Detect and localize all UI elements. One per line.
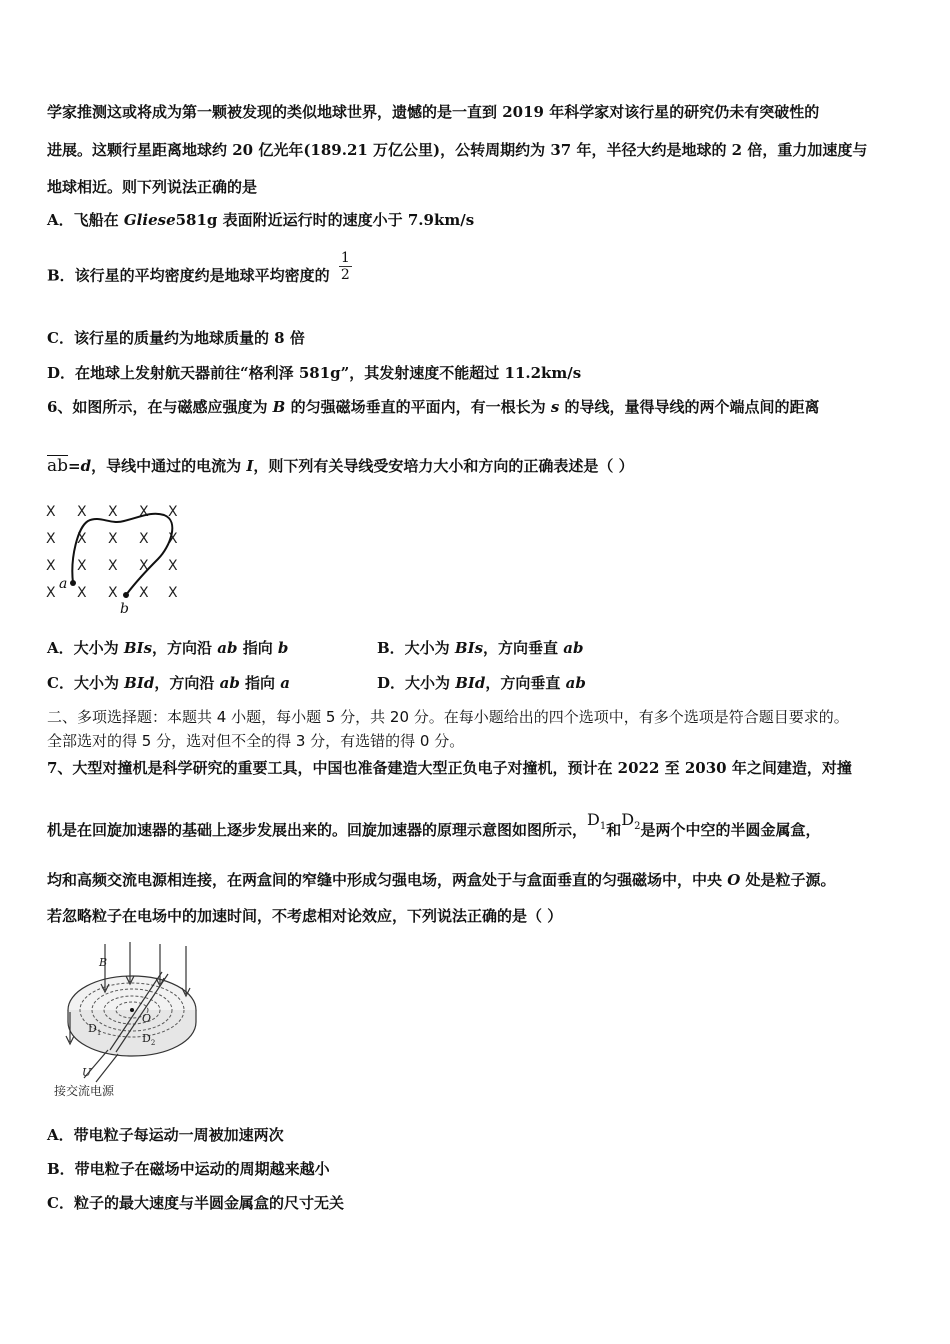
field-x-mark: X [46,531,56,547]
q7-stem-line2: 机是在回旋加速器的基础上逐步发展出来的。回旋加速器的原理示意图如图所示，$D_1$和$D_2$是两个中空的半圆金属盒， [47,810,821,839]
field-x-mark: X [46,504,56,520]
label-b: b [120,601,129,617]
field-x-mark: X [46,558,56,574]
endpoint-b [123,592,129,598]
q6-option-d: D．大小为 BId，方向垂直 ab [377,674,586,692]
label-U: U [82,1066,92,1079]
field-x-mark: X [139,504,149,520]
field-x-mark: X [108,585,118,601]
field-x-mark: X [77,531,87,547]
para1-line2: 进展。这颗行星距离地球约 20 亿光年(189.21 万亿公里)，公转周期约为 37 年，半径大约是地球的 2 倍，重力加速度与 [47,141,868,159]
q7-option-c: C．粒子的最大速度与半圆金属盒的尺寸无关 [47,1194,344,1212]
q7-option-b: B．带电粒子在磁场中运动的周期越来越小 [47,1160,330,1178]
q6-stem-line2: $\overline{ab}=d$，导线中通过的电流为 I，则下列有关导线受安培力大小和方向的正确表述是（ ） [47,456,634,476]
lead-wire [96,1054,118,1082]
field-x-mark: X [139,558,149,574]
q7-stem-line4: 若忽略粒子在电场中的加速时间，不考虑相对论效应，下列说法正确的是（ ） [47,907,563,925]
label-a: a [59,576,68,592]
cyclotron-figure [50,942,210,1104]
field-x-mark: X [108,504,118,520]
field-x-mark: X [46,585,56,601]
field-x-mark: X [168,531,178,547]
q5-option-d: D．在地球上发射航天器前往“格利泽 581g”，其发射速度不能超过 11.2km/s [47,364,582,382]
q6-option-b: B．大小为 BIs，方向垂直 ab [377,639,584,657]
field-x-mark: X [139,531,149,547]
para1-line3: 地球相近。则下列说法正确的是 [47,178,258,196]
q7-option-a: A．带电粒子每运动一周被加速两次 [47,1126,284,1144]
endpoint-a [70,580,76,586]
label-D2: $D_2$ [142,1032,156,1047]
field-x-mark: X [108,531,118,547]
q6-option-c: C．大小为 BId，方向沿 ab 指向 a [47,674,290,692]
field-x-mark: X [139,585,149,601]
q5-option-c: C．该行星的质量约为地球质量的 8 倍 [47,329,305,347]
q5-option-b: B．该行星的平均密度约是地球平均密度的 $\frac{1}{2}$ [47,250,350,285]
q7-stem-line1: 7、大型对撞机是科学研究的重要工具，中国也准备建造大型正负电子对撞机，预计在 2022 至 2030 年之间建造，对撞 [47,759,852,777]
para1-line1: 学家推测这或将成为第一颗被发现的类似地球世界，遗憾的是一直到 2019 年科学家对该行星的研究仍未有突破性的 [47,103,820,121]
field-x-mark: X [168,585,178,601]
field-x-mark: X [77,558,87,574]
field-x-mark: X [77,585,87,601]
q7-stem-line3: 均和高频交流电源相连接，在两盒间的窄缝中形成匀强电场，两盒处于与盒面垂直的匀强磁场中，中央 O 处是粒子源。 [47,871,836,889]
section2-header-line2: 全部选对的得 5 分，选对但不全的得 3 分，有选错的得 0 分。 [47,732,465,750]
field-x-mark: X [168,504,178,520]
section2-header-line1: 二、多项选择题：本题共 4 小题，每小题 5 分，共 20 分。在每小题给出的四个选项中，有多个选项是符合题目要求的。 [47,708,849,726]
fraction-one-half: $\frac{1}{2}$ [340,250,350,283]
label-O: O [142,1012,152,1025]
q6-stem-line1: 6、如图所示，在与磁感应强度为 B 的匀强磁场垂直的平面内，有一根长为 s 的导线，量得导线的两个端点间的距离 [47,398,820,416]
label-D1: $D_1$ [88,1022,102,1037]
label-B: B [99,956,108,969]
magnetic-field-wire-figure [40,497,190,619]
ab-overline: $\overline{ab}$ [47,456,69,476]
q6-option-a: A．大小为 BIs，方向沿 ab 指向 b [47,639,289,657]
field-x-mark: X [168,558,178,574]
field-x-mark: X [108,558,118,574]
field-x-mark: X [77,504,87,520]
particle-source [130,1008,134,1012]
wire-curve [72,514,172,595]
q5-option-a: A．飞船在 Gliese581g 表面附近运行时的速度小于 7.9km/s [47,211,475,229]
figure-caption: 接交流电源 [54,1084,115,1098]
